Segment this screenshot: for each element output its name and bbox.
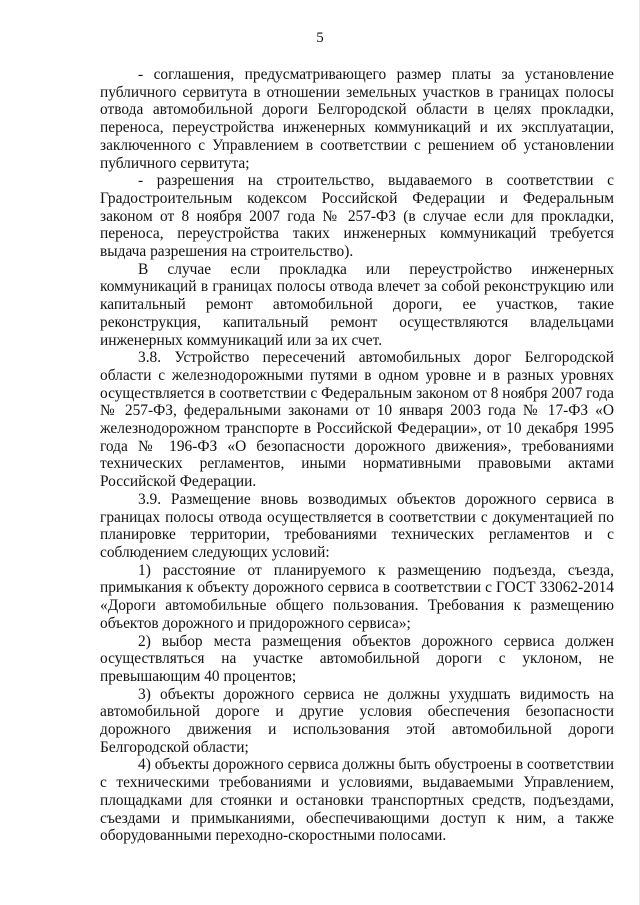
paragraph-construction-permit: - разрешения на строительство, выдаваемого в соответствии с Градостроительным кодексом Российской Федерации и Федеральным законом от 8 ноября 2007 года № 257-ФЗ (в случае если для прокладки, переноса, переустройства таких инженерных коммуникаций требуется выдача разрешения на строительство). xyxy=(100,172,614,261)
paragraph-section-3-9: 3.9. Размещение вновь возводимых объектов дорожного сервиса в границах полосы отвода осуществляется в соответствии с документацией по планировке территории, требованиями технических регламентов и с соблюдением следующих условий: xyxy=(100,490,614,561)
document-body xyxy=(100,66,614,845)
paragraph-section-3-8: 3.8. Устройство пересечений автомобильных дорог Белгородской области с железнодорожными путями в одном уровне и в разных уровнях осуществляется в соответствии с Федеральным законом от 8 ноября 2007 года № 257-ФЗ, федеральными законами от 10 января 2003 года № 17-ФЗ «О железнодорожном транспорте в Российской Федерации», от 10 декабря 1995 года № 196-ФЗ «О безопасности дорожного движения», требованиями технических регламентов, иными нормативными правовыми актами Российской Федерации. xyxy=(100,349,614,491)
paragraph-condition-4: 4) объекты дорожного сервиса должны быть обустроены в соответствии с техническими требованиями и условиями, выдаваемыми Управлением, площадками для стоянки и остановки транспортных средств, подъездами, съездами и примыканиями, обеспечивающими доступ к ним, а также оборудованными переходно-скоростными полосами. xyxy=(100,756,614,845)
paragraph-condition-3: 3) объекты дорожного сервиса не должны ухудшать видимость на автомобильной дороге и другие условия обеспечения безопасности дорожного движения и использования этой автомобильной дороги Белгородской области; xyxy=(100,685,614,756)
paragraph-reconstruction-case: В случае если прокладка или переустройство инженерных коммуникаций в границах полосы отвода влечет за собой реконструкцию или капитальный ремонт автомобильной дороги, ее участков, такие реконструкция, капитальный ремонт осуществляются владельцами инженерных коммуникаций или за их счет. xyxy=(100,260,614,349)
page-number: 5 xyxy=(316,30,324,46)
paragraph-condition-1: 1) расстояние от планируемого к размещению подъезда, съезда, примыкания к объекту дорожного сервиса в соответствии с ГОСТ 33062-2014 «Дороги автомобильные общего пользования. Требования к размещению объектов дорожного и придорожного сервиса»; xyxy=(100,561,614,632)
paragraph-condition-2: 2) выбор места размещения объектов дорожного сервиса должен осуществляться на участке автомобильной дороги с уклоном, не превышающим 40 процентов; xyxy=(100,632,614,685)
paragraph-agreement-servitude: - соглашения, предусматривающего размер платы за установление публичного сервитута в отношении земельных участков в границах полосы отвода автомобильной дороги Белгородской области в целях прокладки, переноса, переустройства инженерных коммуникаций и их эксплуатации, заключенного с Управлением в соответствии с решением об установлении публичного сервитута; xyxy=(100,66,614,172)
